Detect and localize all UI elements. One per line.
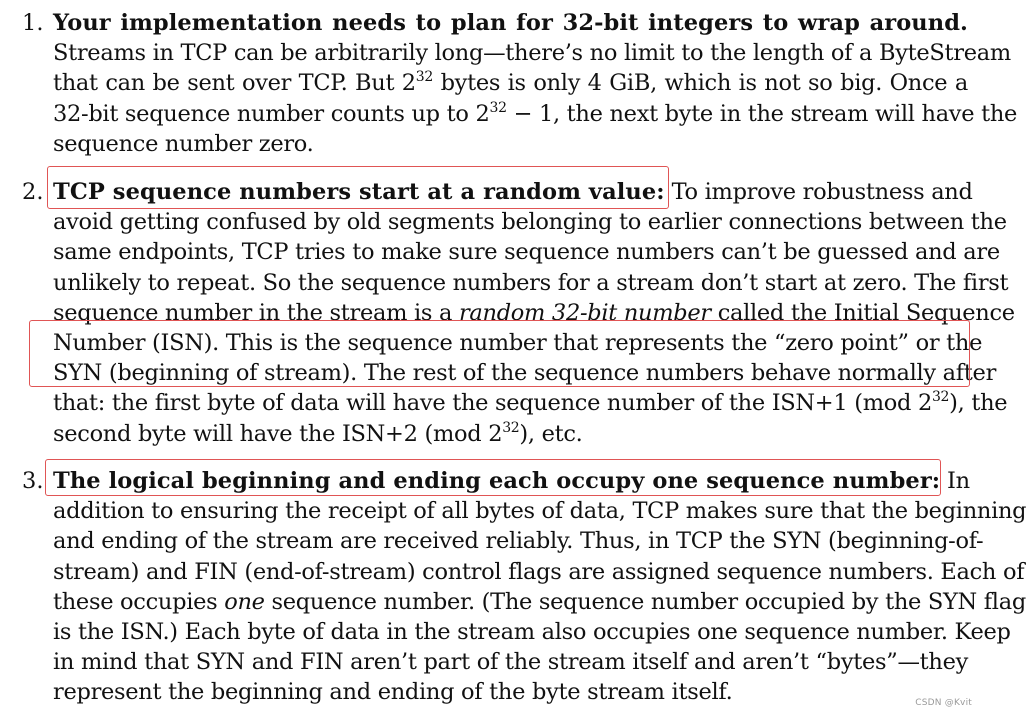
emphasis-text: random 32-bit number: [458, 299, 711, 326]
text-line: SYN (beginning of stream). The rest of the sequence numbers behave normally after: [53, 360, 997, 387]
text-line: unlikely to repeat. So the sequence numbers for a stream don’t start at zero. The first: [53, 269, 1009, 296]
emphasis-text: one: [224, 588, 265, 615]
item-number: 3.: [22, 468, 44, 494]
text-line: and ending of the stream are received reliably. Thus, in TCP the SYN (beginning-of-: [53, 528, 984, 555]
text-line: that: the first byte of data will have the sequence number of the ISN+1 (mod $2^{32}$), the: [53, 389, 1008, 417]
text-line: Streams in TCP can be arbitrarily long—there’s no limit to the length of a ByteStream: [53, 40, 1011, 67]
text-line: second byte will have the ISN+2 (mod $2^{32}$), etc.: [53, 419, 583, 447]
watermark: CSDN @Kvit: [915, 698, 972, 708]
text-line: sequence number zero.: [53, 130, 314, 157]
text-line: avoid getting confused by old segments belonging to earlier connections between the: [53, 209, 1007, 236]
text-line: same endpoints, TCP tries to make sure sequence numbers can’t be guessed and are: [53, 239, 1000, 266]
text-line: addition to ensuring the receipt of all bytes of data, TCP makes sure that the beginning: [53, 498, 1026, 525]
item-heading: Your implementation needs to plan for 32-bit integers to wrap around.: [53, 10, 968, 36]
text-line: TCP sequence numbers start at a random value: To improve robustness and: [53, 179, 973, 205]
item-number: 1.: [22, 10, 44, 36]
text-line: that can be sent over TCP. But $2^{32}$ bytes is only 4 GiB, which is not so big. Once a: [53, 69, 968, 97]
item-number: 2.: [22, 179, 44, 205]
text-line: in mind that SYN and FIN aren’t part of the stream itself and aren’t “bytes”—they: [53, 649, 968, 676]
text-line: is the ISN.) Each byte of data in the stream also occupies one sequence number. Keep: [53, 619, 1011, 645]
text-line: Number (ISN). This is the sequence number that represents the “zero point” or the: [53, 330, 983, 356]
text-line: these occupies one sequence number. (The sequence number occupied by the SYN flag: [53, 588, 1026, 615]
text-line: 32-bit sequence number counts up to $2^{32} - 1$, the next byte in the stream will have the: [53, 99, 1018, 127]
highlight-box-isn: [29, 320, 997, 387]
text-line: sequence number in the stream is a random 32-bit number called the Initial Sequence: [53, 299, 1015, 326]
item-heading: The logical beginning and ending each occupy one sequence number:: [53, 468, 941, 494]
highlight-box-heading-2: [47, 166, 669, 209]
text-line: represent the beginning and ending of the byte stream itself.: [53, 679, 733, 706]
highlight-box-heading-3: [45, 459, 941, 496]
item-heading: TCP sequence numbers start at a random value:: [53, 179, 665, 205]
text-line: stream) and FIN (end-of-stream) control flags are assigned sequence numbers. Each of: [53, 558, 1025, 585]
text-line: The logical beginning and ending each occupy one sequence number: In: [53, 468, 970, 494]
